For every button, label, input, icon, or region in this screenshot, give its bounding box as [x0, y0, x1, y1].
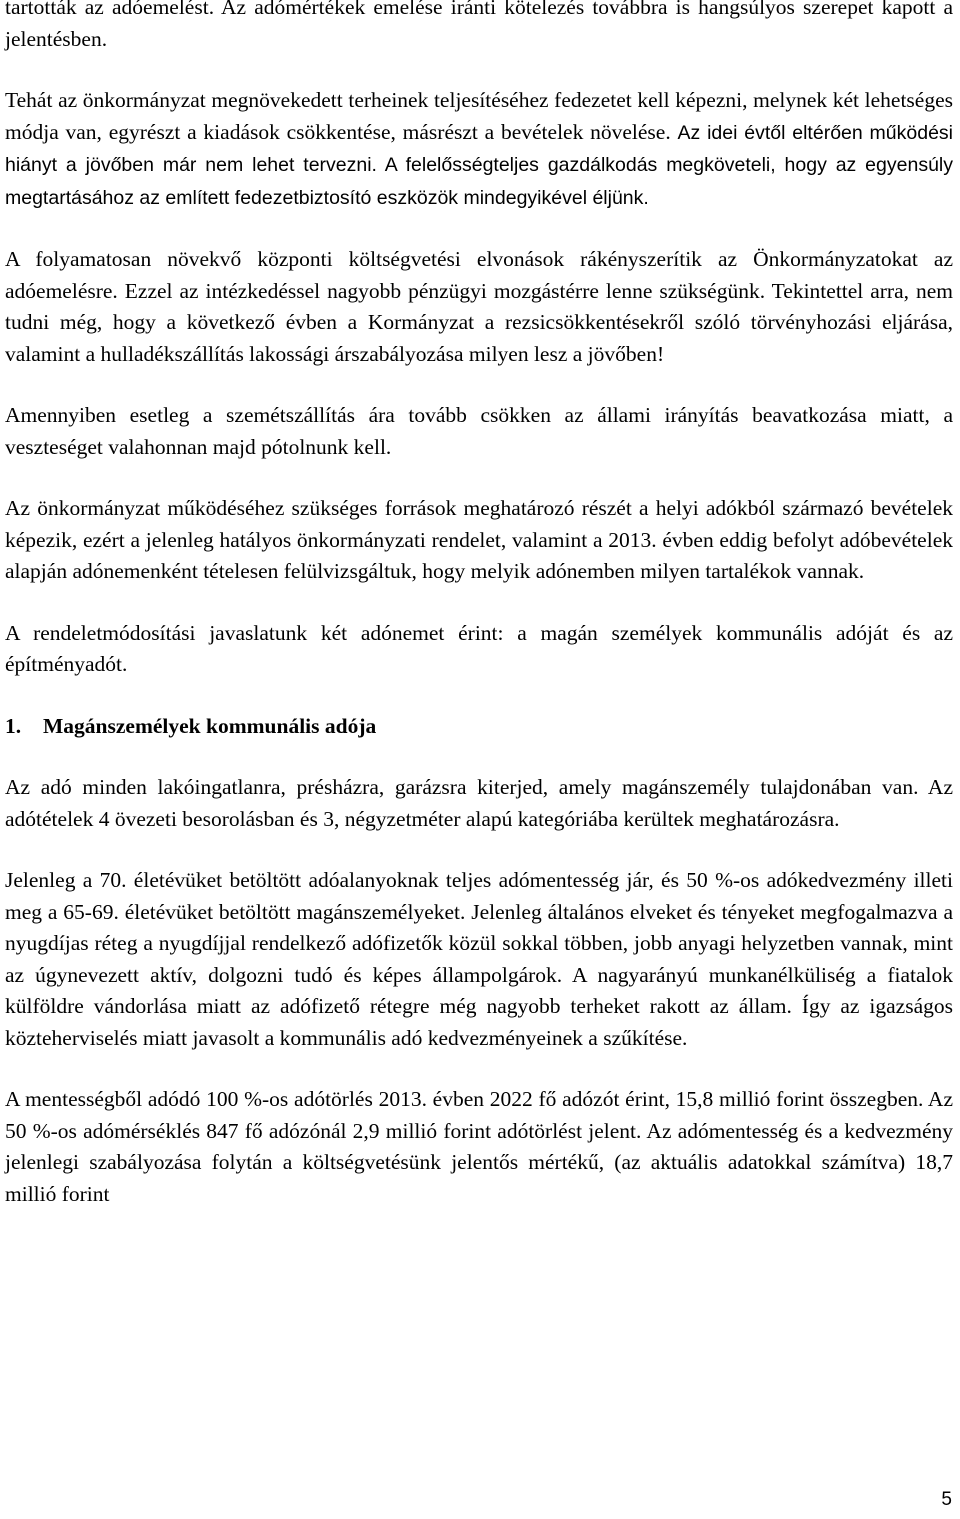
paragraph-waste-price — [5, 400, 953, 463]
paragraph-central-withdrawals — [5, 244, 953, 370]
paragraph-tax-increase-report — [5, 0, 953, 55]
paragraph-text: Tehát az önkormányzat megnövekedett terheinek teljesítéséhez fedezetet kell képezni, melynek két lehetséges módja van, egyrészt a kiadások csökkentése, másrészt a bevételek növelése. — [5, 88, 953, 144]
paragraph-text: Amennyiben esetleg a szemétszállítás ára tovább csökken az állami irányítás beavatkozása miatt, a veszteséget valahonnan majd pótolnunk kell. — [5, 403, 953, 459]
paragraph-local-taxes — [5, 493, 953, 588]
paragraph-text: A folyamatosan növekvő központi költségvetési elvonások rákényszerítik az Önkormányzatokat az adóemelésre. Ezzel az intézkedéssel nagyobb pénzügyi mozgástérre lenne szükségünk. Tekintettel arra, nem tudni még, hogy a következő évben a Kormányzat a rezsicsökkentésekről szóló törvényhozási eljárása, valamint a hulladékszállítás lakossági árszabályozása milyen lesz a jövőben! — [5, 247, 953, 366]
paragraph-text: Az önkormányzat működéséhez szükséges források meghatározó részét a helyi adókból származó bevételek képezik, ezért a jelenleg hatályos önkormányzati rendelet, valamint a 2013. évben eddig befolyt adóbevételek alapján adónemenként tételesen felülvizsgáltuk, hogy melyik adónemben milyen tartalékok vannak. — [5, 496, 953, 583]
paragraph-exemptions — [5, 865, 953, 1054]
paragraph-text-sans: A felelősségteljes gazdálkodás megköveteli, hogy az egyensúly megtartásához az említett fedezetbiztosító eszközök mindegyikével éljünk. — [5, 154, 953, 209]
paragraph-text: A mentességből adódó 100 %-os adótörlés 2013. évben 2022 fő adózót érint, 15,8 millió forint összegben. Az 50 %-os adómérséklés 847 fő adózónál 2,9 millió forint adótörlést jelent. Az adómentesség és a kedvezmény jelenlegi szabályozása folytán a költségvetésünk jelentős mértékű, (az aktuális adatokkal számítva) 18,7 millió forint — [5, 1087, 953, 1206]
section-heading — [5, 711, 953, 743]
section-number: 1. — [5, 713, 22, 738]
paragraph-text: A rendeletmódosítási javaslatunk két adónemet érint: a magán személyek kommunális adóját és az építményadót. — [5, 620, 953, 676]
section-title: Magánszemélyek kommunális adója — [43, 713, 377, 738]
page-number: 5 — [941, 1489, 952, 1510]
paragraph-tax-scope — [5, 772, 953, 835]
paragraph-text-sans: Az idei évtől eltérően működési hiányt a jövőben már nem lehet tervezni. — [5, 121, 953, 176]
paragraph-amendment-proposal — [5, 618, 953, 681]
paragraph-text: tartották az adóemelést. Az adómértékek emelése iránti kötelezés továbbra is hangsúlyos szerepet kapott a jelentésben. — [5, 0, 953, 51]
document-page — [5, 0, 953, 1240]
paragraph-exemption-figures — [5, 1084, 953, 1210]
paragraph-text: Az adó minden lakóingatlanra, présházra, garázsra kiterjed, amely magánszemély tulajdonában van. Az adótételek 4 övezeti besorolásban és 3, négyzetméter alapú kategóriába kerültek meghatározásra. — [5, 775, 953, 831]
paragraph-text: Jelenleg a 70. életévüket betöltött adóalanyoknak teljes adómentesség jár, és 50 %-os adókedvezmény illeti meg a 65-69. életévüket betöltött magánszemélyeket. Jelenleg általános elveket és tényeket megfogalmazva a nyugdíjas réteg a nyugdíjjal rendelkező adófizetők közül sokkal többen, jobb anyagi helyzetben vannak, mint az úgynevezett aktív, dolgozni tudó és képes állampolgárok. A nagyarányú munkanélküliség a fiatalok külföldre vándorlása miatt az adófizető rétegre még nagyobb terheket rakott az állam. Így az igazságos közteherviselés miatt javasolt a kommunális adó kedvezményeinek a szűkítése. — [5, 868, 953, 1050]
paragraph-coverage-options — [5, 85, 953, 214]
